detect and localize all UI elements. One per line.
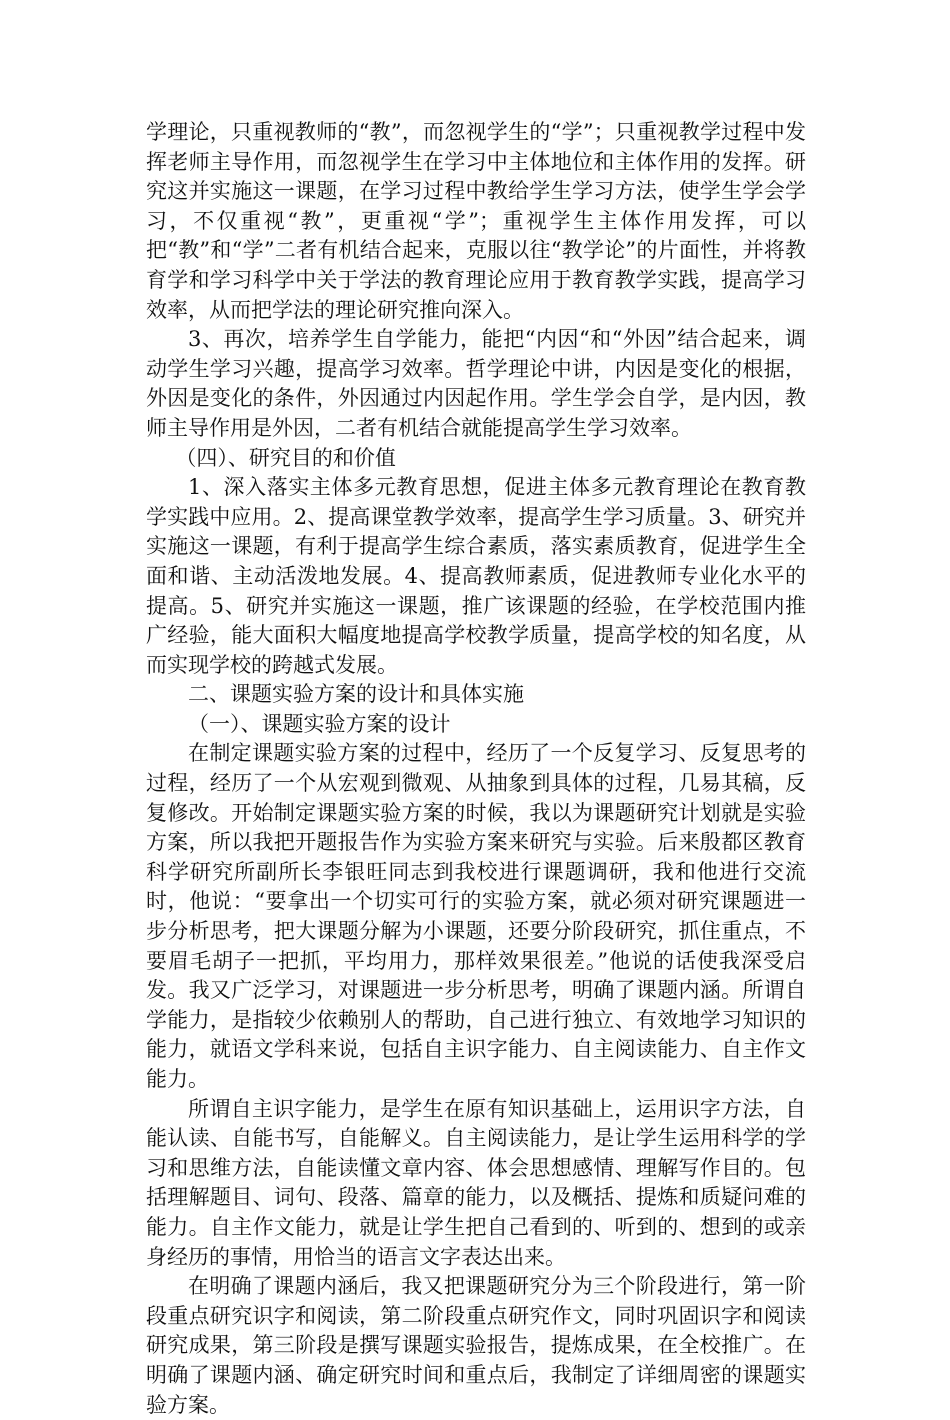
paragraph-continuation: 学理论，只重视教师的“教”，而忽视学生的“学”；只重视教学过程中发挥老师主导作用，而忽视学生在学习中主体地位和主体作用的发挥。研究这并实施这一课题，在学习过程中教给学生学习方法，使学生学会学习，不仅重视“教”，更重视“学”；重视学生主体作用发挥，可以把“教”和“学”二者有机结合起来，克服以往“教学论”的片面性，并将教育学和学习科学中关于学法的教育理论应用于教育教学实践，提高学习效率，从而把学法的理论研究推向深入。 <box>146 120 806 322</box>
paragraph-research-purpose: 1、深入落实主体多元教育思想，促进主体多元教育理论在教育教学实践中应用。2、提高课堂教学效率，提高学生学习质量。3、研究并实施这一课题，有利于提高学生综合素质，落实素质教育，促进学生全面和谐、主动活泼地发展。4、提高教师素质，促进教师专业化水平的提高。5、研究并实施这一课题，推广该课题的经验，在学校范围内推广经验，能大面积大幅度地提高学校教学质量，提高学校的知名度，从而实现学校的跨越式发展。 <box>146 475 806 677</box>
paragraph-autonomous-abilities: 所谓自主识字能力，是学生在原有知识基础上，运用识字方法，自能认读、自能书写，自能解义。自主阅读能力，是让学生运用科学的学习和思维方法，自能读懂文章内容、体会思想感情、理解写作目的。包括理解题目、词句、段落、篇章的能力，以及概括、提炼和质疑问难的能力。自主作文能力，就是让学生把自己看到的、听到的、想到的或亲身经历的事情，用恰当的语言文字表达出来。 <box>146 1096 806 1269</box>
paragraph-three-stages: 在明确了课题内涵后，我又把课题研究分为三个阶段进行，第一阶段重点研究识字和阅读，第二阶段重点研究作文，同时巩固识字和阅读研究成果，第三阶段是撰写课题实验报告，提炼成果，在全校推广。在明确了课题内涵、确定研究时间和重点后，我制定了详细周密的课题实验方案。 <box>146 1274 806 1417</box>
paragraph-internal-external-cause: 3、再次，培养学生自学能力，能把“内因“和“外因”结合起来，调动学生学习兴趣，提高学习效率。哲学理论中讲，内因是变化的根据，外因是变化的条件，外因通过内因起作用。学生学会自学，是内因，教师主导作用是外因，二者有机结合就能提高学生学习效率。 <box>146 327 806 440</box>
document-body <box>146 118 806 1420</box>
subsection-heading-plan-design: （一）、课题实验方案的设计 <box>188 711 451 736</box>
section-heading-research-purpose: （四）、研究目的和价值 <box>175 445 396 470</box>
paragraph-plan-process: 在制定课题实验方案的过程中，经历了一个反复学习、反复思考的过程，经历了一个从宏观到微观、从抽象到具体的过程，几易其稿，反复修改。开始制定课题实验方案的时候，我以为课题研究计划就是实验方案，所以我把开题报告作为实验方案来研究与实验。后来殷都区教育科学研究所副所长李银旺同志到我校进行课题调研，我和他进行交流时，他说：“要拿出一个切实可行的实验方案，就必须对研究课题进一步分析思考，把大课题分解为小课题，还要分阶段研究，抓住重点，不要眉毛胡子一把抓，平均用力，那样效果很差。”他说的话使我深受启发。我又广泛学习，对课题进一步分析思考，明确了课题内涵。所谓自学能力，是指较少依赖别人的帮助，自己进行独立、有效地学习知识的能力，就语文学科来说，包括自主识字能力、自主阅读能力、自主作文能力。 <box>146 741 806 1091</box>
section-heading-experiment-design: 二、课题实验方案的设计和具体实施 <box>188 682 524 707</box>
